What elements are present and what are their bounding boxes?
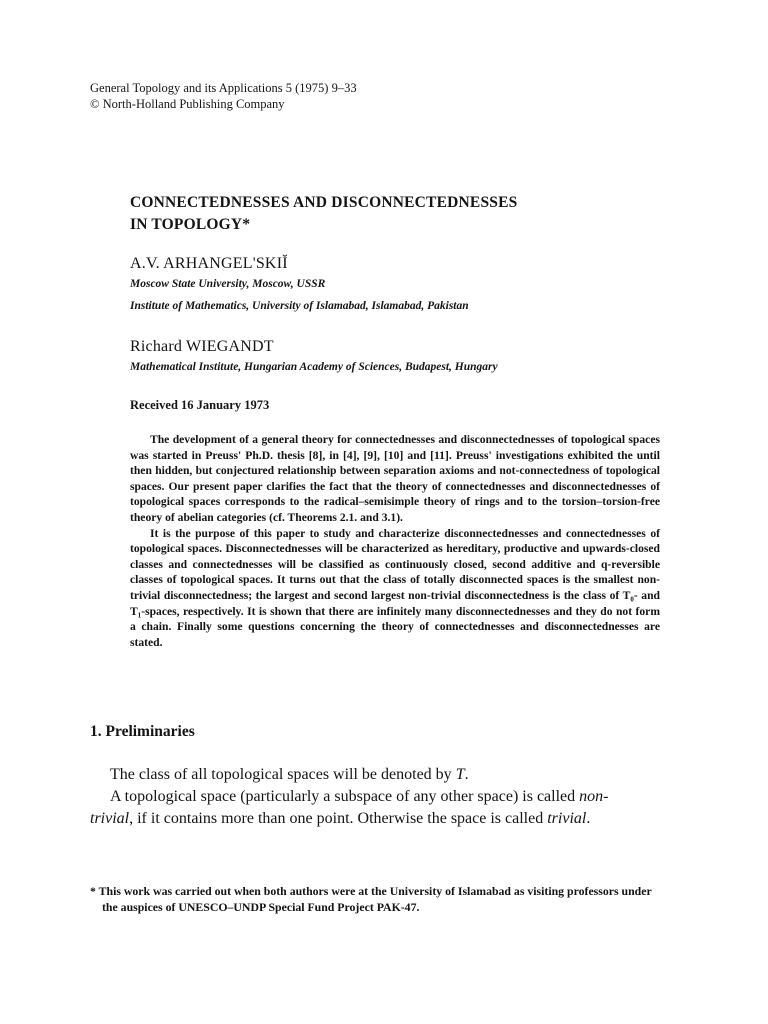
author-name: A.V. ARHANGEL'SKIĬ [130,255,288,272]
journal-header [90,80,357,112]
footnote-text: * This work was carried out when both authors were at the University of Islamabad as visiting professors under the auspices of UNESCO–UNDP Special Fund Project PAK-47. [90,884,652,914]
paper-title-line-2: IN TOPOLOGY* [130,216,251,233]
body-text: , if it contains more than one point. Otherwise the space is called [129,810,548,827]
author-block-1 [130,254,469,314]
author-affiliation: Mathematical Institute, Hungarian Academy of Sciences, Budapest, Hungary [130,361,498,373]
body-paragraph-2 [90,786,635,830]
body-paragraph-1 [90,764,635,786]
footnote [90,883,670,915]
abstract [130,432,660,650]
received-date: Received 16 January 1973 [130,398,270,412]
journal-publisher: © North-Holland Publishing Company [90,97,285,111]
paper-title-line-1: CONNECTEDNESSES AND DISCONNECTEDNESSES [130,194,518,211]
body-text: . [586,810,591,827]
journal-citation: General Topology and its Applications 5 (1975) 9–33 [90,81,357,95]
author-name: Richard WIEGANDT [130,338,274,355]
abstract-paragraph-2: It is the purpose of this paper to study and characterize disconnectednesses and connectednesses of topological spaces. Disconnectednesses will be characterized as hereditary, productive and upwards-closed classes and connectednesses will be classified as continuously closed, second additive and q-reversible classes of topological spaces. It turns out that the class of totally disconnected spaces is the smallest non-trivial disconnectedness; the largest and second largest non-trivial disconnectedness is the class of T₀- and T₁-spaces, respectively. It is shown that there are infinitely many disconnectednesses and they do not form a chain. Finally some questions concerning the theory of connectednesses and disconnectednesses are stated. [130,526,660,649]
section-body [90,764,635,830]
author-affiliation: Moscow State University, Moscow, USSR [130,278,326,290]
term-non-trivial: non-trivial [90,788,609,827]
author-block-2 [130,337,498,375]
abstract-paragraph-1: The development of a general theory for connectednesses and disconnectednesses of topological spaces was started in Preuss' Ph.D. thesis [8], in [4], [9], [10] and [11]. Preuss' investigations exhibited the until then hidden, but conjectured relationship between separation axioms and not-connectedness of topological spaces. Our present paper clarifies the fact that the theory of connectednesses and disconnectednesses of topological spaces corresponds to the radical–semisimple theory of rings and to the torsion–torsion-free theory of abelian categories (cf. Theorems 2.1. and 3.1). [130,433,660,524]
body-text: A topological space (particularly a subspace of any other space) is called [110,788,580,805]
body-text: The class of all topological spaces will be denoted by [110,766,456,783]
symbol-T: T [455,766,465,783]
term-trivial: trivial [547,810,587,827]
body-text: . [464,766,469,783]
paper-title [130,192,517,236]
author-affiliation: Institute of Mathematics, University of Islamabad, Islamabad, Pakistan [130,300,469,312]
section-heading: 1. Preliminaries [90,723,195,740]
